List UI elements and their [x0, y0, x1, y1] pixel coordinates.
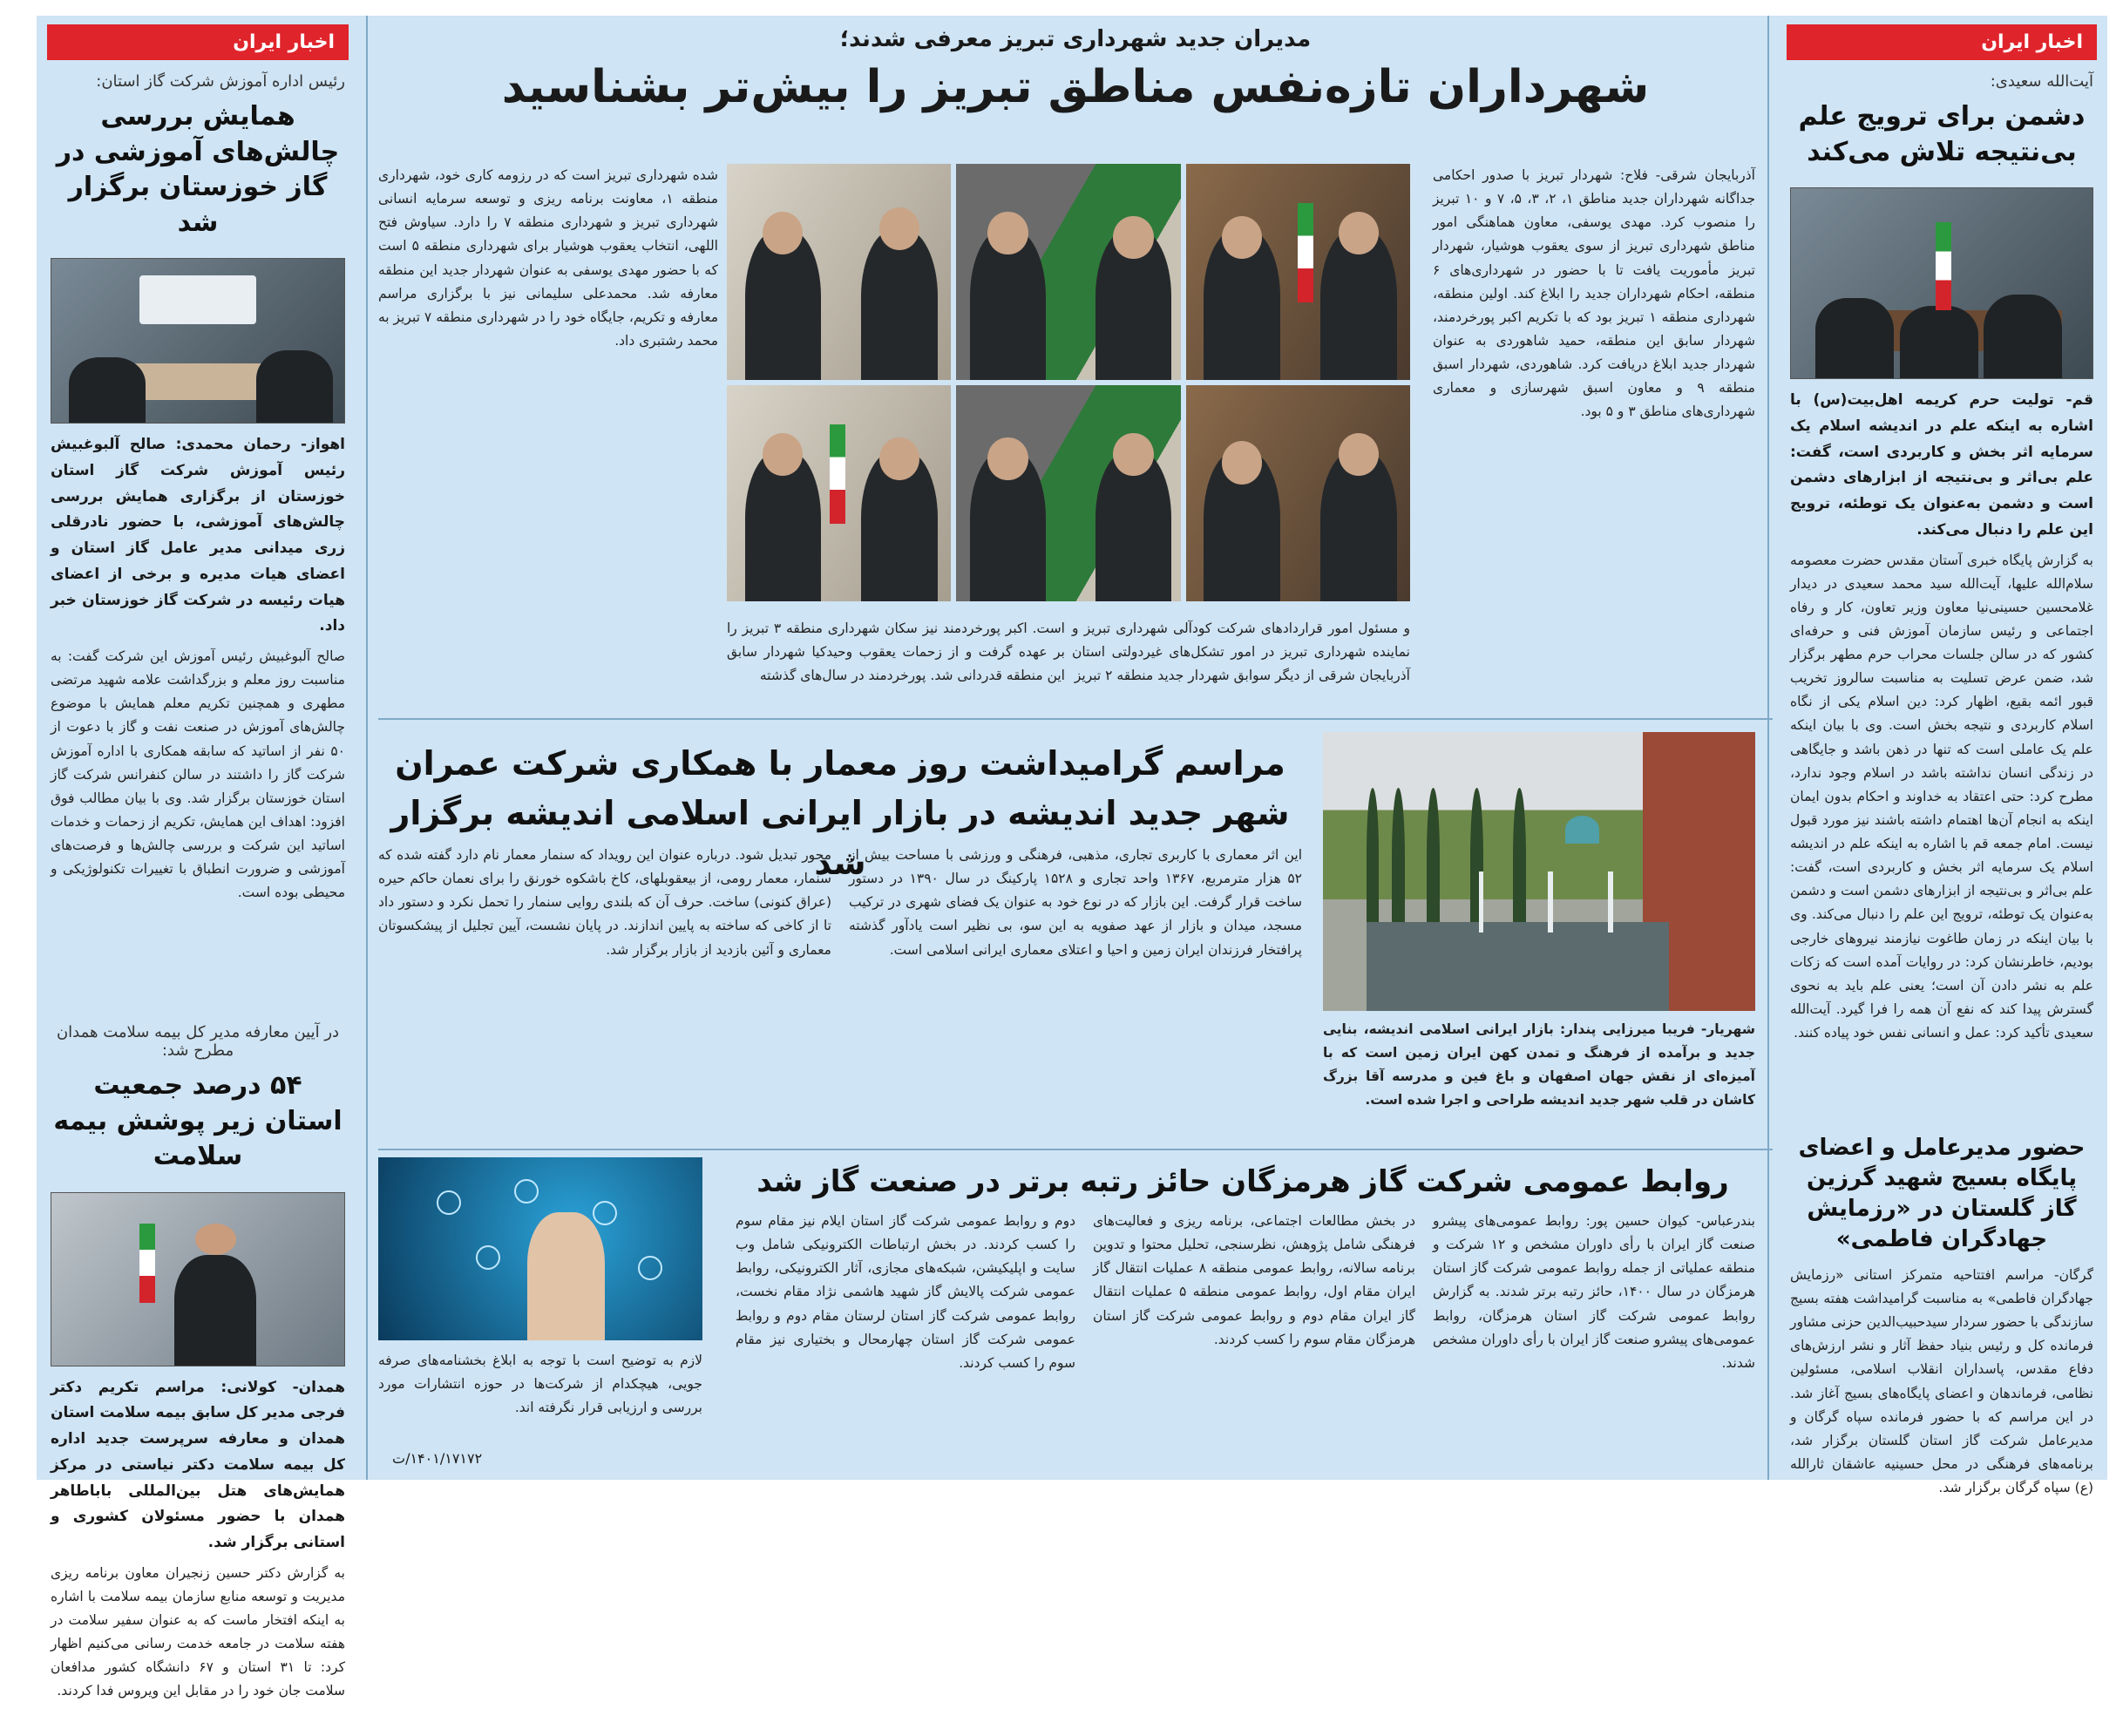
- gas-headline: روابط عمومی شرکت گاز هرمزگان حائز رتبه برتر در صنعت گاز شد: [756, 1164, 1729, 1199]
- tech-photo: [378, 1157, 702, 1340]
- grid-photo: [956, 385, 1180, 601]
- story-caption-a: و مسئول امور قراردادهای شرکت کودآلی شهرداری تبریز و نماینده شهرداری تبریز در امور تشکل‌های غیردولتی استان آذربایجان شرقی از دیگر سوابق شهردار جدید منطقه ۲ تبریز: [1072, 620, 1410, 684]
- section-rule: [378, 718, 1773, 720]
- kicker-2: در آیین معارفه مدیر کل بیمه سلامت همدان مطرح شد:: [56, 1023, 340, 1060]
- story-column-2: شده شهرداری تبریز است که در رزومه کاری خود، شهرداری منطقه ۱، معاونت برنامه ریزی و توسعه سرمایه انسانی شهرداری تبریز و شهرداری منطقه ۷ را دارد. سیاوش فتح اللهی، انتخاب یعقوب هوشیار برای شهرداری منطقه ۵ است که با حضور مهدی یوسفی به عنوان شهردار جدید این منطقه معارفه شد. محمدعلی سلیمانی نیز با برگزاری مراسم معارفه و تکریم، جایگاه خود را در شهرداری منطقه ۷ تبریز به محمد رشتبری داد.: [378, 167, 719, 349]
- conference-photo: [51, 258, 345, 424]
- right-column: [1776, 16, 2107, 1495]
- article-body: صالح آلبوغبیش رئیس آموزش این شرکت گفت: به مناسبت روز معلم و بزرگداشت علامه شهید مرتضی مطهری و همچنین تکریم معلم همایش با موضوع چالش‌های آموزش در صنعت نفت و گاز با دعوت از ۵۰ نفر از اساتید که سابقه همکاری با اداره آموزش شرکت گاز را داشتند در سالن کنفرانس شرکت گاز استان خوزستان برگزار شد. وی با بیان مطالب فوق افزود: اهداف این همایش، تکریم از زحمات و خدمات اساتید این شرکت و بررسی چالش‌ها و فرصت‌های آموزشی و ضرورت انطباق با تغییرات تکنولوژیکی و محیطی بوده است.: [51, 648, 345, 901]
- lead: قم- تولیت حرم کریمه اهل‌بیت(س) با اشاره به اینکه علم در اندیشه اسلام یک سرمایه اثر بخش و کاربردی است، گفت: علم بی‌اثر و بی‌نتیجه از ابزارهای دشمن است و دشمن به‌عنوان یک توطئه، ترویج این علم را دنبال می‌کند.: [1790, 391, 2093, 539]
- headline: همایش بررسی چالش‌های آموزشی در گاز خوزستان برگزار شد: [56, 101, 340, 238]
- gas-column-3: دوم و روابط عمومی شرکت گاز استان ایلام نیز مقام سوم را کسب کردند. در بخش ارتباطات الکترونیکی شامل وب سایت و اپلیکیشن، شبکه‌های مجازی، آثار الکترونیکی، روابط عمومی شرکت پالایش گاز شهید هاشمی نژاد مقام نخست، روابط عمومی شرکت گاز استان لرستان مقام دوم و روابط عمومی شرکت گاز استان چهارمحال و بختیاری نیز مقام سوم را کسب کردند.: [736, 1213, 1075, 1371]
- article-body: به گزارش پایگاه خبری آستان مقدس حضرت معصومه سلام‌الله علیها، آیت‌الله سید محمد سعیدی در دیدار غلامحسین حسینی‌نیا معاون وزیر تعاون، کار و رفاه اجتماعی و رئیس سازمان آموزش فنی و حرفه‌ای کشور که در سالن جلسات محراب حرم مطهر برگزار شد، ضمن عرض تسلیت به مناسبت سالروز تخریب قبور ائمه بقیع، اظهار کرد: دین اسلام یکی از نگاه اسلام کاربردی و نتیجه بخش است. وی با بیان اینکه علم یک عاملی است که تنها در ذهن باشد و جایگاهی در زندگی انسان نداشته باشد در اسلام وجود ندارد، مطرح کرد: حتی اعتقاد به خداوند و احکام بدون ایمان اینکه به انجام آن‌ها اهتمام داشته باشند نیز مورد قبول نیست. امام جمعه قم با اشاره به اینکه علم در اندیشه اسلام یک سرمایه اثر بخش و کاربردی است، گفت: علم بی‌اثر و بی‌نتیجه از ابزارهای دشمن است و دشمن به‌عنوان یک توطئه، ترویج این علم را دنبال می‌کند. وی با بیان اینکه در زمان طاغوت نیازمند نیروهای خارجی بودیم، خاطرنشان کرد: در روایات آمده است که زکات علم به نشر دادن آن است؛ یعنی علم باید به نحوی گسترش پیدا کند که نفع آن همه را فرا گیرد. آیت‌الله سعیدی تأکید کرد: عمل و انسانی نفس خود پیاده کنند.: [1790, 552, 2093, 1041]
- gas-column-4: لازم به توضیح است با توجه به ابلاغ بخشنامه‌های صرفه جویی، هیچکدام از شرکت‌ها در حوزه انتشارات مورد بررسی و ارزیابی قرار نگرفته اند.: [378, 1353, 702, 1416]
- article-body-2: به گزارش دکتر حسین زنجیران معاون برنامه ریزی مدیریت و توسعه منابع سازمان بیمه سلامت با اشاره به اینکه افتخار ماست که به عنوان سفیر سلامت در هفته سلامت در جامعه خدمت رسانی می‌کنیم اظهار کرد: تا ۳۱ استان و ۶۷ دانشگاه کشور مدافعان سلامت جان خود را در مقابل این ویروس فدا کردند.: [51, 1564, 345, 1699]
- gas-column-2: در بخش مطالعات اجتماعی، برنامه ریزی و فعالیت‌های فرهنگی شامل پژوهش، نظرسنجی، تحلیل محتوا و تدوین برنامه سالانه، روابط عمومی منطقه ۸ عملیات انتقال گاز ایران مقام اول، روابط عمومی منطقه ۵ عملیات انتقال گاز ایران مقام دوم و روابط عمومی شرکت گاز استان هرمزگان مقام سوم را کسب کردند.: [1093, 1213, 1416, 1347]
- grid-photo: [1186, 385, 1410, 601]
- section-label: اخبار ایران: [47, 24, 349, 60]
- main-kicker: مدیران جدید شهرداری تبریز معرفی شدند؛: [839, 26, 1312, 52]
- photo-grid: [727, 164, 1410, 601]
- kicker: رئیس اداره آموزش شرکت گاز استان:: [96, 72, 345, 91]
- issue-code: ۱۴۰۱/۱۷۱۷۲/ت: [392, 1450, 483, 1467]
- center-section: [378, 16, 1773, 1480]
- speaker-photo: [51, 1192, 345, 1366]
- article-body-2: گرگان- مراسم افتتاحیه متمرکز استانی «رزمایش جهادگران فاطمی» به مناسبت گرامیداشت هفته بسیج سازندگی با حضور سردار سیدحبیب‌الدین حزنی مشاور فرمانده کل و رئیس بنیاد حفظ آثار و نشر ارزش‌های دفاع مقدس، پاسداران انقلاب اسلامی، مسئولین نظامی، فرماندهان و اعضای پایگاه‌های بسیج آغاز شد. در این مراسم که با حضور فرمانده سپاه گرگان و مدیرعامل شرکت گاز استان گلستان برگزار شد، برنامه‌های فرهنگی در محل حسینیه عاشقان ثارالله (ع) سپاه گرگان برگزار شد.: [1790, 1266, 2093, 1495]
- left-column: [37, 16, 359, 1699]
- bazaar-caption: شهریار- فریبا میرزایی پندار: بازار ایرانی اسلامی اندیشه، بنایی جدید و برآمده از فرهنگ و تمدن کهن ایران زمین است که با آمیزه‌ای از نقش جهان اصفهان و باغ فین و مدرسه آقا بزرگ کاشان در قلب شهر جدید اندیشه طراحی و اجرا شده است.: [1323, 1021, 1755, 1109]
- story-caption-b: است. اکبر پورخردمند نیز سکان شهرداری منطقه ۳ تبریز را بر عهده گرفت و از زحمات یعقوب وحیدکیا شهردار سابق این منطقه قدردانی شد. پورخردمند در سال‌های گذشته: [727, 620, 1065, 684]
- bazaar-photo: [1323, 732, 1755, 1011]
- section-rule: [378, 1149, 1773, 1150]
- gas-column-1: بندرعباس- کیوان حسین پور: روابط عمومی‌های پیشرو صنعت گاز ایران با رأی داوران مشخص و ۱۲ شرکت و منطقه عملیاتی از جمله روابط عمومی شرکت گاز استان هرمزگان در سال ۱۴۰۰، حائز رتبه برتر شدند. به گزارش روابط عمومی شرکت گاز استان هرمزگان، روابط عمومی‌های پیشرو صنعت گاز ایران با رأی داوران مشخص شدند.: [1433, 1213, 1755, 1371]
- story-column-1: آذربایجان شرقی- فلاح: شهردار تبریز با صدور احکامی جداگانه شهرداران جدید مناطق ۱، ۲، ۳، ۵، ۷ و ۱۰ تبریز را منصوب کرد. مهدی یوسفی، معاون هماهنگی امور مناطق شهرداری تبریز از سوی یعقوب هوشیار، شهردار تبریز مأموریت یافت تا با حضور در شهرداری‌های ۶ منطقه، احکام شهرداران جدید را ابلاغ کند. اولین منطقه، شهرداری منطقه ۱ تبریز بود که با تکریم اکبر پورخردمند، شهردار سابق این منطقه، حمید شاهوردی به عنوان شهردار جدید ابلاغ دریافت کرد. شاهوردی، شهردار اسبق منطقه ۹ و معاون اسبق شهرسازی و معماری شهرداری‌های مناطق ۳ و ۵ بود.: [1433, 167, 1756, 420]
- grid-photo: [956, 164, 1180, 380]
- column-rule: [366, 16, 368, 1480]
- main-headline: شهرداران تازه‌نفس مناطق تبریز را بیش‌تر بشناسید: [501, 61, 1650, 113]
- lead: اهواز- رحمان محمدی: صالح آلبوغبیش رئیس آموزش شرکت گاز استان خوزستان از برگزاری همایش بررسی چالش‌های آموزشی، با حضور نادرقلی زری میدانی مدیر عامل گاز استان و اعضای هیات مدیره و برخی از اعضای هیات رئیسه در شرکت گاز خوزستان خبر داد.: [51, 436, 345, 635]
- newspaper-page: [37, 16, 2107, 1699]
- kicker: آیت‌الله سعیدی:: [1990, 72, 2093, 91]
- headline-2: ۵۴ درصد جمعیت استان زیر پوشش بیمه سلامت: [53, 1070, 343, 1171]
- section-label: اخبار ایران: [1787, 24, 2097, 60]
- architect-headline: مراسم گرامیداشت روز معمار با همکاری شرکت عمران شهر جدید اندیشه در بازار ایرانی اسلامی اندیشه برگزار شد: [390, 744, 1290, 882]
- architect-column-2: محور تبدیل شود. درباره عنوان این رویداد که سنمار معمار نام دارد گفته شده که سنمار، معمار رومی، از بیعقوبلهای، کاخ باشکوه خورنق را برای نعمان حاکم حیره (عراق کنونی) ساخت. حرف آن که بلندی روایی سنمار را تحمل نکرد و دستور داد تا از کاخی که ساخته به پایین اندازند. در پایان نشست، آیین تجلیل از پیشکسوتان معماری و آئین بازدید از بازار برگزار شد.: [378, 847, 831, 958]
- grid-photo: [727, 385, 951, 601]
- lead-2: همدان- کولانی: مراسم تکریم دکتر فرجی مدیر کل سابق بیمه سلامت استان همدان و معارفه سرپرست جدید اداره کل بیمه سلامت دکتر نیاستی در مرکز همایش‌های هتل بین‌المللی باباطاهر همدان با حضور مسئولان کشوری و استانی برگزار شد.: [51, 1378, 345, 1551]
- meeting-photo: [1790, 187, 2093, 379]
- headline-2: حضور مدیرعامل و اعضای پایگاه بسیج شهید گرزین گاز گلستان در «رزمایش جهادگران فاطمی»: [1798, 1134, 2086, 1252]
- architect-column-1: این اثر معماری با کاربری تجاری، مذهبی، فرهنگی و ورزشی با مساحت بیش از ۵۲ هزار مترمربع، ۱۳۶۷ واحد تجاری و ۱۵۲۸ پارکینگ در سال ۱۳۹۰ در دستور ساخت قرار گرفت. این بازار که در نوع خود به عنوان یک فضای شهری در ترکیب مسجد، میدان و بازار از عهد صفویه به این سو، بی نظیر است یادآور گذشته پرافتخار فرزندان ایران زمین و احیا و اعتلای معماری ایرانی اسلامی است.: [849, 847, 1302, 958]
- grid-photo: [1186, 164, 1410, 380]
- headline: دشمن برای ترویج علم بی‌نتیجه تلاش می‌کند: [1798, 101, 2086, 167]
- grid-photo: [727, 164, 951, 380]
